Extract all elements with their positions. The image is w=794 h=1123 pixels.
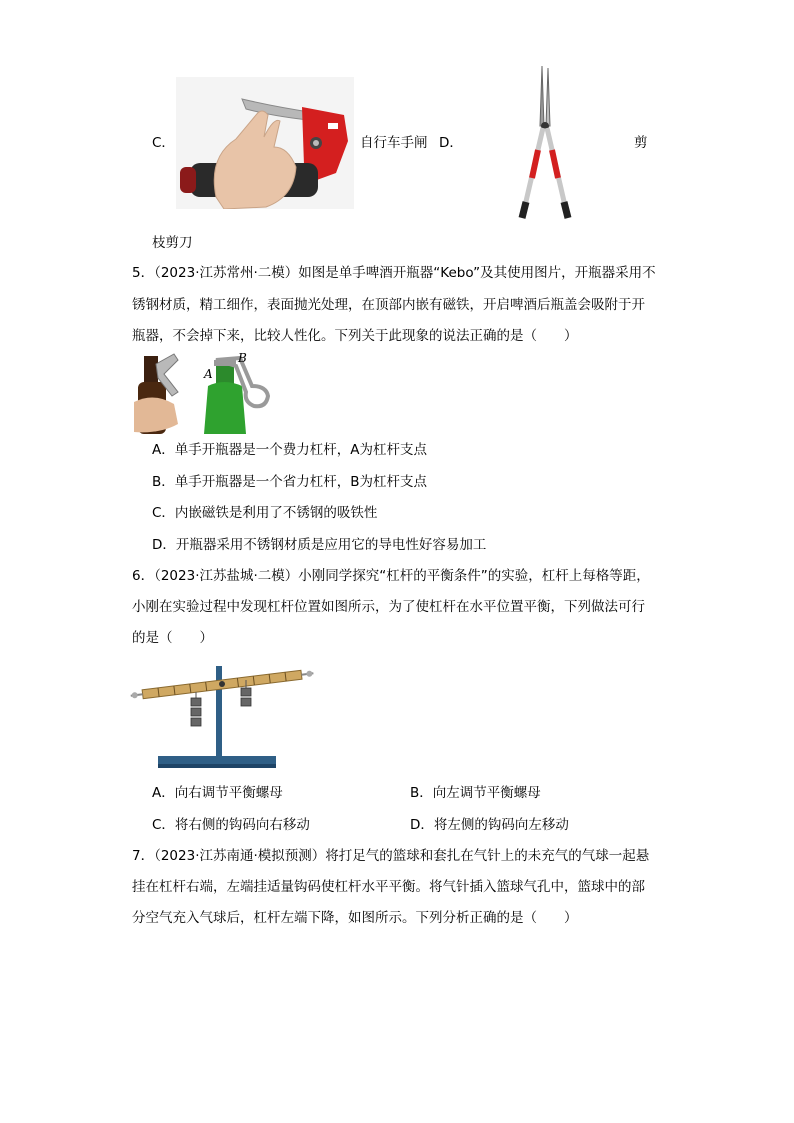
point-a-label: A [204, 367, 213, 381]
q4-option-d-letter: D． [439, 135, 463, 151]
q7-stem-line-3: 分空气充入气球后，杠杆左端下降，如图所示。下列分析正确的是（ ） [132, 910, 578, 926]
q4-option-d-caption-a: 剪 [634, 135, 648, 151]
q6-stem-line-3: 的是（ ） [132, 630, 213, 646]
pruning-shears-image [508, 62, 580, 220]
q5-option-c: C．内嵌磁铁是利用了不锈钢的吸铁性 [152, 505, 378, 521]
q4-option-d-caption-b: 枝剪刀 [152, 235, 193, 251]
q4-option-c-caption: 自行车手闸 [360, 135, 428, 151]
lever-apparatus-image [130, 656, 314, 772]
q5-option-b: B．单手开瓶器是一个省力杠杆，B为杠杆支点 [152, 474, 428, 490]
q6-option-b: B．向左调节平衡螺母 [410, 785, 541, 801]
q5-stem-line-3: 瓶器，不会掉下来，比较人性化。下列关于此现象的说法正确的是（ ） [132, 328, 578, 344]
q7-stem-line-2: 挂在杠杆右端，左端挂适量钩码使杠杆水平平衡。将气针插入篮球气孔中，篮球中的部 [132, 879, 645, 895]
q5-stem-line-1: 5．（2023·江苏常州·二模）如图是单手啤酒开瓶器“Kebo”及其使用图片，开瓶器采用不 [132, 265, 656, 281]
q6-option-c: C．将右侧的钩码向右移动 [152, 817, 310, 833]
q7-stem-line-1: 7．（2023·江苏南通·模拟预测）将打足气的篮球和套扎在气针上的未充气的气球一起悬 [132, 848, 650, 864]
q5-stem-line-2: 锈钢材质，精工细作，表面抛光处理，在顶部内嵌有磁铁，开启啤酒后瓶盖会吸附于开 [132, 297, 645, 313]
bicycle-brake-image [176, 77, 354, 209]
q6-stem-line-2: 小刚在实验过程中发现杠杆位置如图所示，为了使杠杆在水平位置平衡，下列做法可行 [132, 599, 645, 615]
q5-option-a: A．单手开瓶器是一个费力杠杆，A为杠杆支点 [152, 442, 427, 458]
q6-option-a: A．向右调节平衡螺母 [152, 785, 283, 801]
q4-option-c-letter: C． [152, 135, 175, 151]
point-b-label: B [238, 352, 247, 365]
q5-option-d: D．开瓶器采用不锈钢材质是应用它的导电性好容易加工 [152, 537, 487, 553]
q6-stem-line-1: 6．（2023·江苏盐城·二模）小刚同学探究“杠杆的平衡条件”的实验，杠杆上每格等距， [132, 568, 650, 584]
q6-option-d: D．将左侧的钩码向左移动 [410, 817, 569, 833]
bottle-opener-image [134, 352, 274, 434]
